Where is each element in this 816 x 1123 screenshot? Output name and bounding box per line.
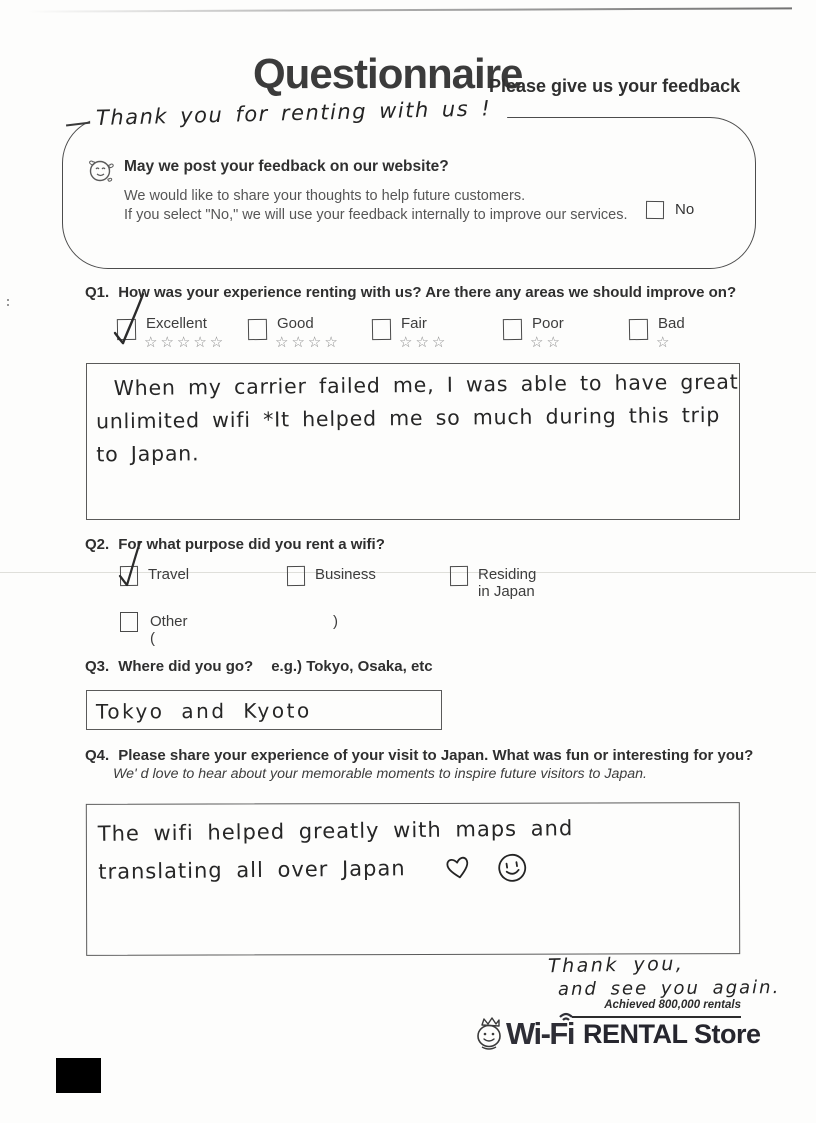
closing-line1: Thank you, xyxy=(547,952,685,978)
q1-answer-line2: unlimited wifi *It helped me so much during this trip xyxy=(95,402,721,434)
consent-question: May we post your feedback on our website? xyxy=(124,158,449,175)
q4-answer-line2: translating all over Japan xyxy=(98,847,574,891)
poor-checkbox[interactable] xyxy=(503,319,522,340)
q3-number: Q3. xyxy=(85,658,110,675)
q1-option-bad xyxy=(629,312,754,362)
q4-subtext: We' d love to hear about your memorable moments to inspire future visitors to Japan. xyxy=(113,766,647,782)
business-checkbox[interactable] xyxy=(287,566,305,586)
brand-rental-store-text: RENTAL Store xyxy=(582,1018,761,1049)
page-title: Questionnaire xyxy=(253,50,523,97)
poor-label: Poor xyxy=(532,315,564,332)
wifi-signal-icon xyxy=(557,1008,575,1021)
q1-question: How was your experience renting with us? Are there any areas we should improve on? xyxy=(118,284,737,301)
q3-question: Where did you go? xyxy=(118,658,254,675)
q4-answer-line1: The wifi helped greatly with maps and xyxy=(97,816,574,846)
heart-doodle-icon xyxy=(443,854,473,882)
scan-artifact-mark xyxy=(7,296,10,308)
other-close-paren: ) xyxy=(333,613,338,630)
q1-heading xyxy=(85,284,736,301)
q4-number: Q4. xyxy=(85,747,110,764)
other-checkbox[interactable] xyxy=(120,612,138,632)
q2-heading xyxy=(85,536,385,553)
good-stars: ☆☆☆☆ xyxy=(275,334,341,351)
q1-number: Q1. xyxy=(85,284,110,301)
q2-options-row xyxy=(0,560,816,600)
consent-body-line2: If you select "No," we will use your feedback internally to improve our services. xyxy=(124,207,628,223)
q2-number: Q2. xyxy=(85,536,110,553)
q1-option-fair xyxy=(372,312,497,362)
page-subtitle: Please give us your feedback xyxy=(489,76,741,96)
brand-wifi-text: Wi-Fi xyxy=(506,1016,574,1052)
closing-line2: and see you again. xyxy=(557,977,781,1000)
header-dash xyxy=(66,121,91,126)
good-checkbox[interactable] xyxy=(248,319,267,340)
fair-checkbox[interactable] xyxy=(372,319,391,340)
excellent-label: Excellent xyxy=(146,315,207,332)
q3-hint: e.g.) Tokyo, Osaka, etc xyxy=(271,658,433,675)
excellent-stars: ☆☆☆☆☆ xyxy=(144,334,227,351)
q3-handwritten-answer: Tokyo and Kyoto xyxy=(95,698,312,724)
bad-checkbox[interactable] xyxy=(629,319,648,340)
q1-rating-row xyxy=(0,312,816,362)
smiling-face-with-hearts-icon xyxy=(86,155,116,192)
q1-answer-line1: When my carrier failed me, I was able to have great xyxy=(113,369,739,401)
wifi-rental-store-logo xyxy=(472,1016,761,1052)
travel-checkbox[interactable] xyxy=(120,566,138,586)
fair-stars: ☆☆☆ xyxy=(399,334,449,351)
no-checkbox-label: No xyxy=(675,201,695,218)
q4-handwritten-answer xyxy=(98,809,574,891)
residing-label: Residing in Japan xyxy=(478,566,537,600)
bad-label: Bad xyxy=(658,315,685,332)
fair-label: Fair xyxy=(401,315,427,332)
intro-header-handwriting: Thank you for renting with us ! xyxy=(90,96,508,132)
achievement-text: Achieved 800,000 rentals xyxy=(604,999,741,1011)
business-label: Business xyxy=(315,566,376,583)
q2-question: For what purpose did you rent a wifi? xyxy=(118,536,385,553)
q3-heading xyxy=(85,658,433,675)
bad-stars: ☆ xyxy=(656,334,673,351)
q1-option-excellent xyxy=(117,312,242,362)
q1-answer-line3: to Japan. xyxy=(96,441,200,467)
poor-stars: ☆☆ xyxy=(530,334,563,351)
scan-artifact-line xyxy=(28,7,792,12)
excellent-checkbox[interactable] xyxy=(117,319,136,340)
residing-checkbox[interactable] xyxy=(450,566,468,586)
feedback-consent-box xyxy=(62,96,756,269)
smiley-doodle-icon xyxy=(493,848,532,887)
mascot-icon xyxy=(472,1016,506,1052)
travel-label: Travel xyxy=(148,566,190,583)
q4-question: Please share your experience of your visit to Japan. What was fun or interesting for you? xyxy=(118,747,754,764)
q4-heading xyxy=(85,747,753,764)
q1-handwritten-answer xyxy=(95,366,739,472)
other-label: Other ( xyxy=(150,613,188,647)
no-checkbox[interactable] xyxy=(646,201,664,219)
q1-option-good xyxy=(248,312,373,362)
redaction-block xyxy=(56,1058,101,1093)
consent-body-line1: We would like to share your thoughts to help future customers. xyxy=(124,188,526,204)
q1-option-poor xyxy=(503,312,628,362)
good-label: Good xyxy=(277,315,314,332)
